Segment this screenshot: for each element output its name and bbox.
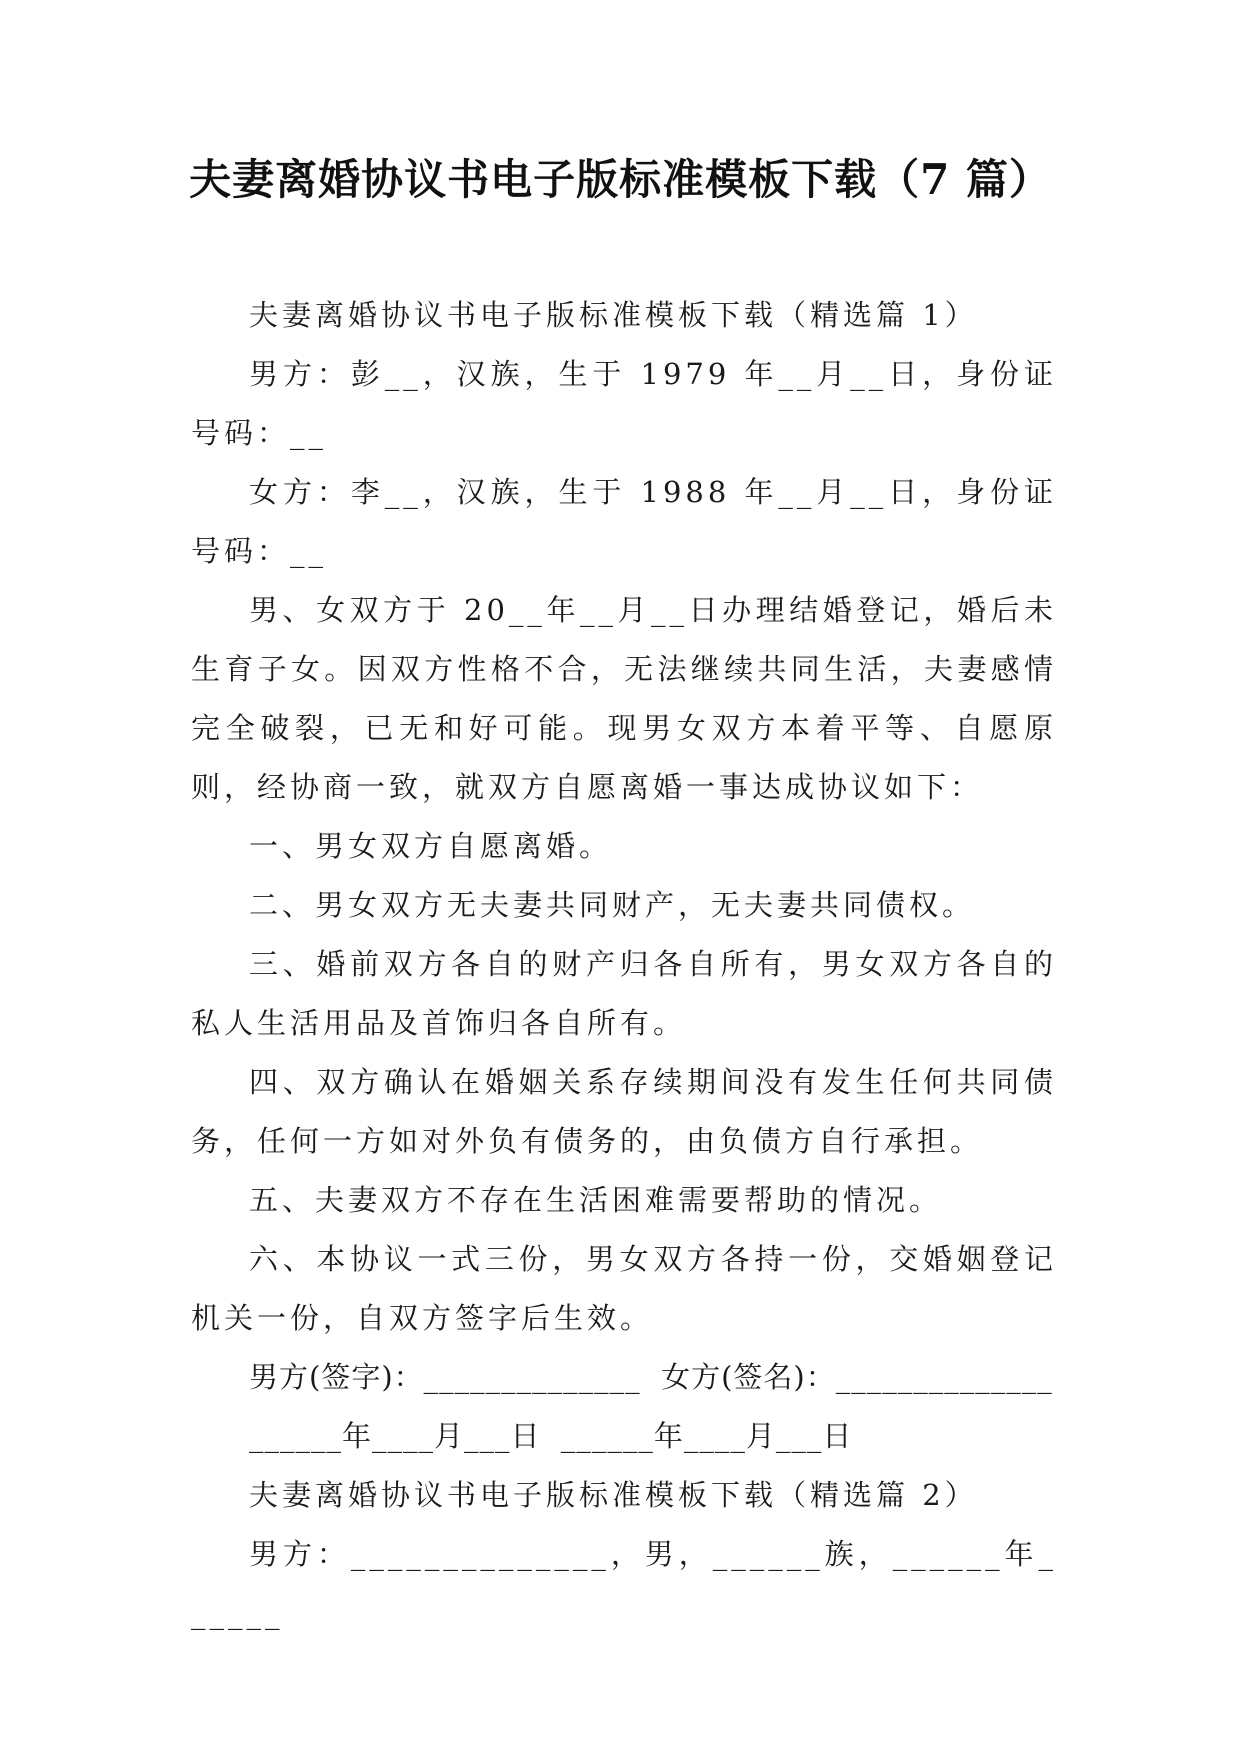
party-female: 女方：李__，汉族，生于 1988 年__月__日，身份证号码：__ <box>191 475 1057 568</box>
date-line: ______年____月___日 ______年____月___日 <box>249 1419 853 1453</box>
clause-1: 一、男女双方自愿离婚。 <box>249 829 613 863</box>
section-heading-2: 夫妻离婚协议书电子版标准模板下载（精选篇 2） <box>249 1478 978 1512</box>
signature-line: 男方(签字)：______________ 女方(签名)：______________ <box>249 1360 1053 1394</box>
agreement-preamble: 男、女双方于 20__年__月__日办理结婚登记，婚后未生育子女。因双方性格不合，无法继续共同生活，夫妻感情完全破裂，已无和好可能。现男女双方本着平等、自愿原则，经协商一致，就双方自愿离婚一事达成协议如下： <box>191 593 1057 804</box>
document-title: 夫妻离婚协议书电子版标准模板下载（7 篇） <box>189 155 1052 204</box>
clause-5: 五、夫妻双方不存在生活困难需要帮助的情况。 <box>249 1183 943 1217</box>
section-heading-1: 夫妻离婚协议书电子版标准模板下载（精选篇 1） <box>249 298 978 332</box>
party-male-2: 男方：______________，男，______族，______年______ <box>191 1537 1057 1630</box>
document-body <box>191 286 1057 1643</box>
clause-3: 三、婚前双方各自的财产归各自所有，男女双方各自的私人生活用品及首饰归各自所有。 <box>191 947 1057 1040</box>
clause-2: 二、男女双方无夫妻共同财产，无夫妻共同债权。 <box>249 888 976 922</box>
party-male: 男方：彭__，汉族，生于 1979 年__月__日，身份证号码：__ <box>191 357 1057 450</box>
clause-6: 六、本协议一式三份，男女双方各持一份，交婚姻登记机关一份，自双方签字后生效。 <box>191 1242 1057 1335</box>
clause-4: 四、双方确认在婚姻关系存续期间没有发生任何共同债务，任何一方如对外负有债务的，由负债方自行承担。 <box>191 1065 1057 1158</box>
